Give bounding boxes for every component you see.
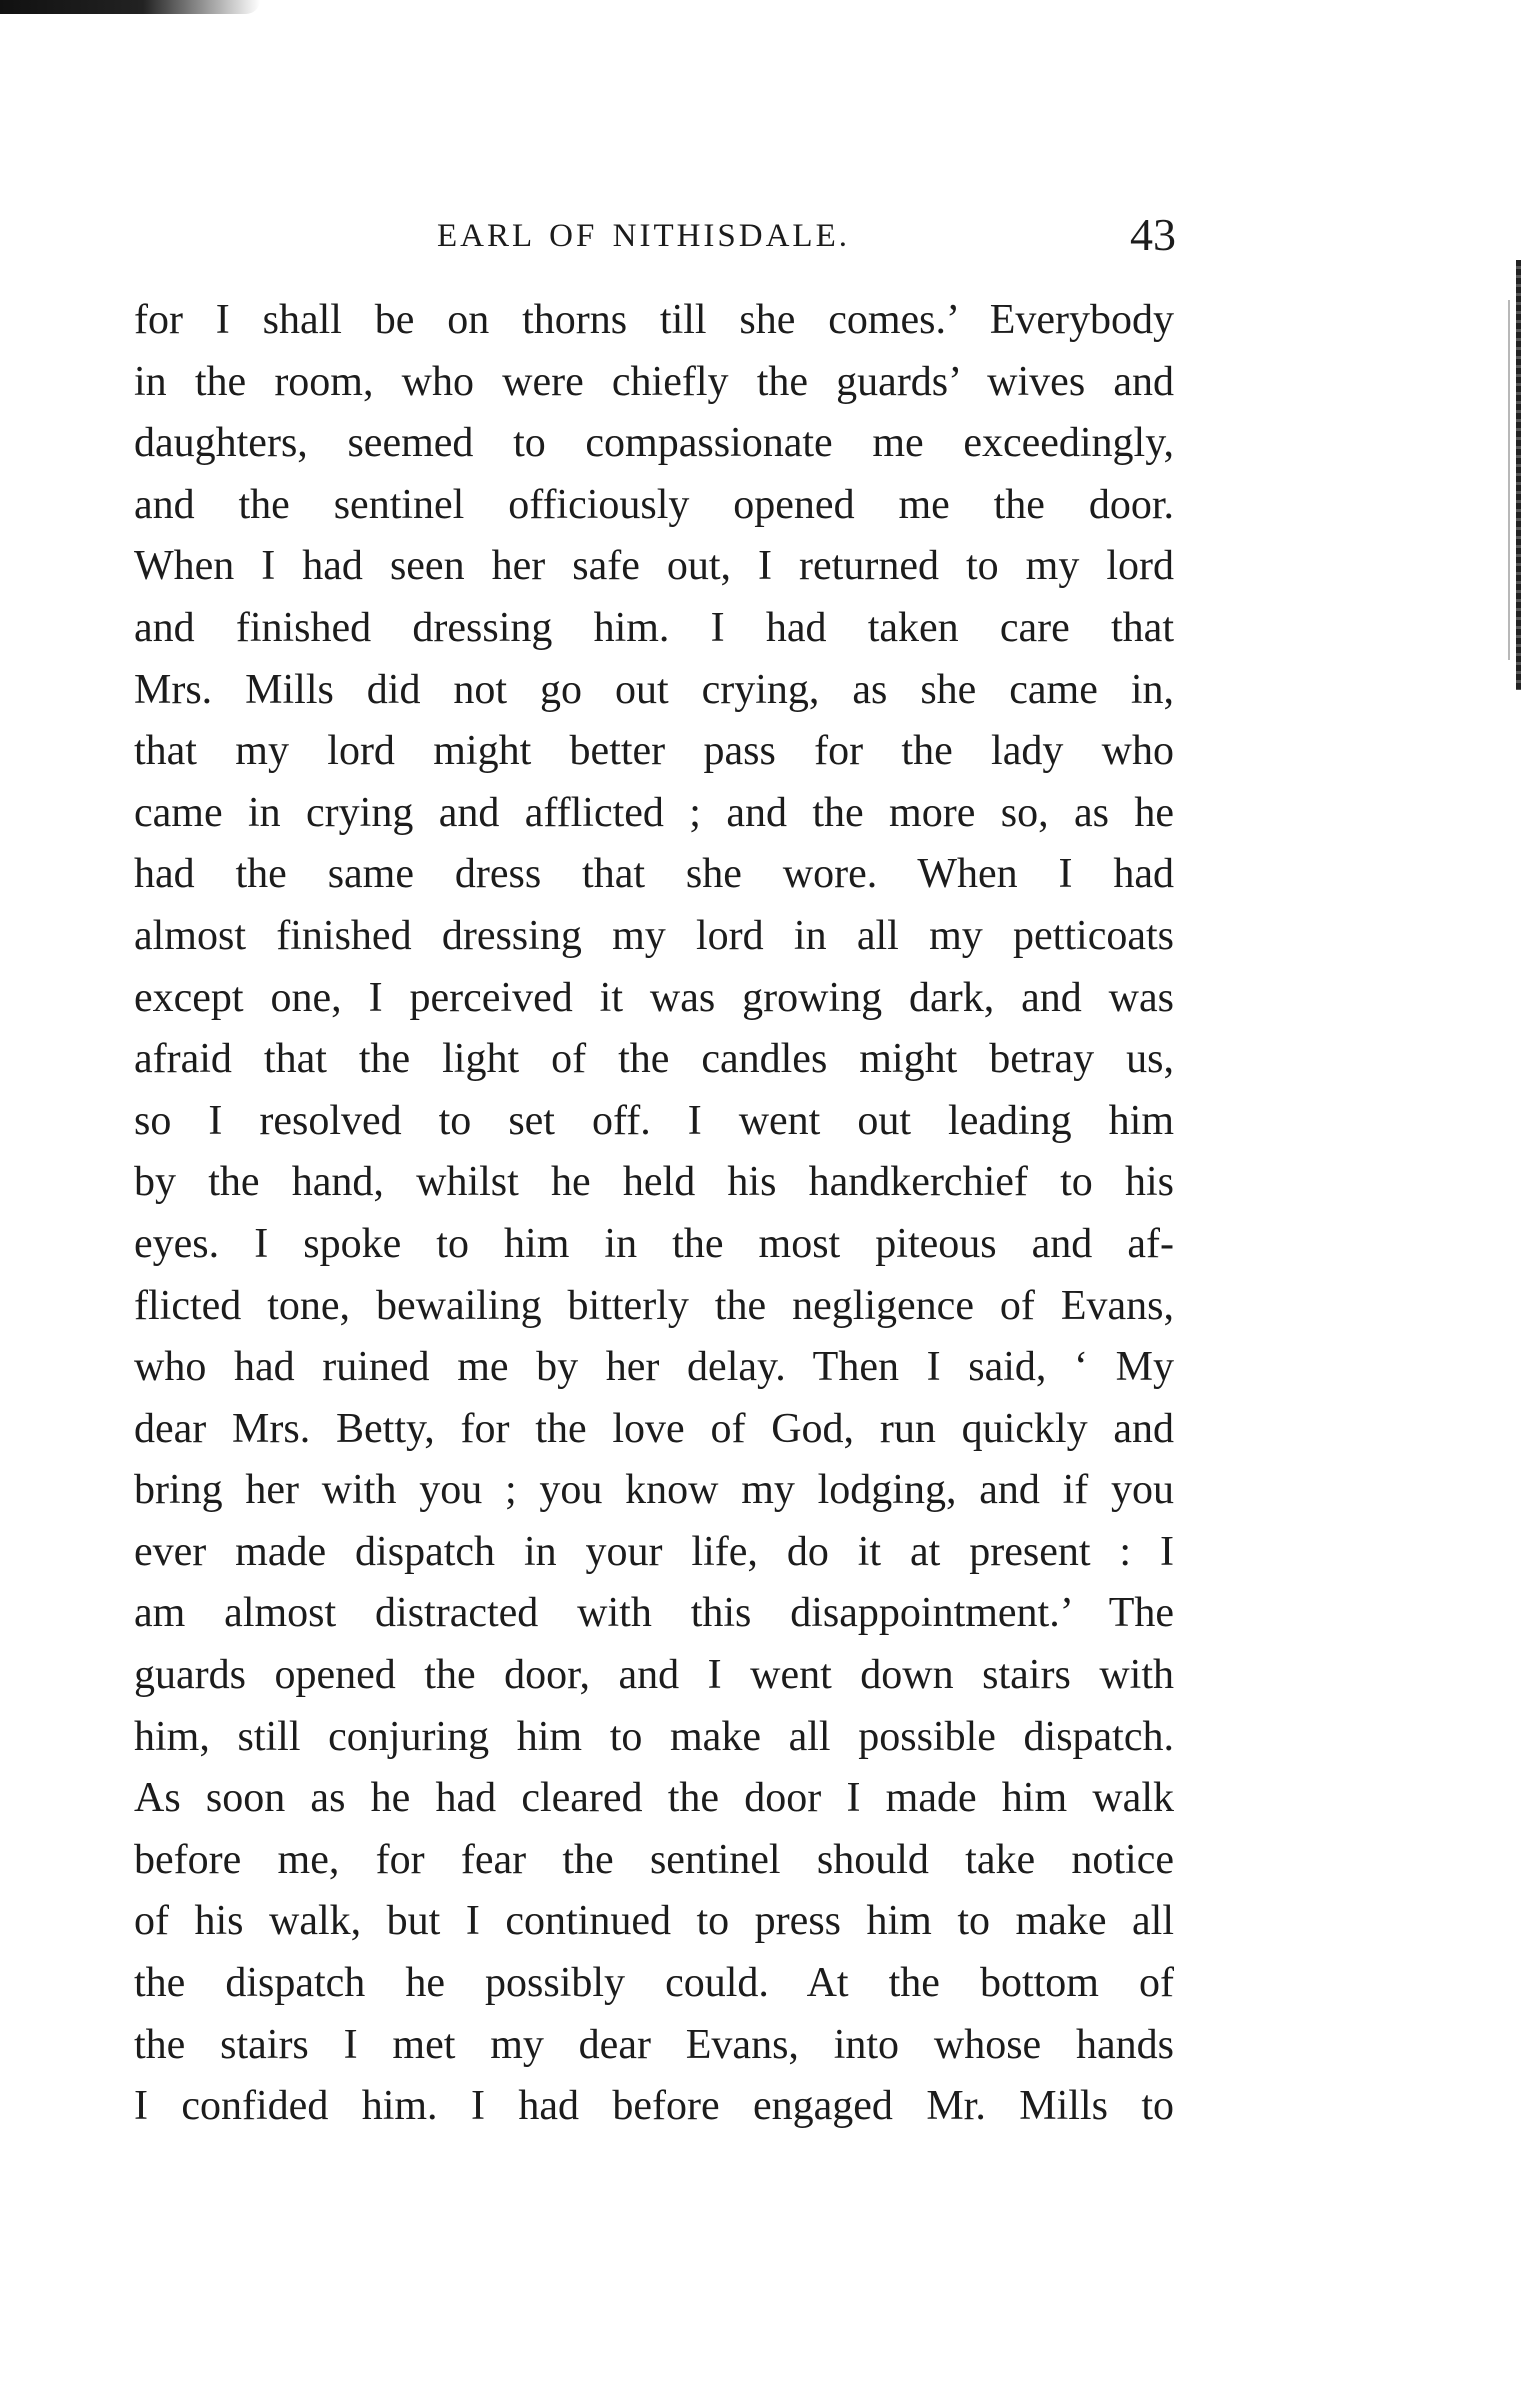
text-line: came in crying and afflicted ; and the more so, as he (134, 789, 1174, 836)
text-line: and the sentinel officiously opened me the door. (134, 481, 1174, 528)
text-line: ever made dispatch in your life, do it at present : I (134, 1528, 1174, 1575)
body-text (134, 290, 1174, 2138)
page-number: 43 (1130, 209, 1176, 260)
text-line: in the room, who were chiefly the guards’ wives and (134, 358, 1174, 405)
text-line: by the hand, whilst he held his handkerchief to his (134, 1159, 1174, 1206)
text-line: who had ruined me by her delay. Then I said, ‘ My (134, 1344, 1174, 1391)
text-line: and finished dressing him. I had taken care that (134, 604, 1174, 651)
text-line: am almost distracted with this disappointment.’ The (134, 1590, 1174, 1637)
text-line: him, still conjuring him to make all possible dispatch. (134, 1713, 1174, 1760)
text-line: eyes. I spoke to him in the most piteous and af- (134, 1220, 1174, 1267)
text-line: so I resolved to set off. I went out leading him (134, 1097, 1174, 1144)
text-line: daughters, seemed to compassionate me exceedingly, (134, 420, 1174, 467)
text-line: When I had seen her safe out, I returned to my lord (134, 543, 1174, 590)
running-head: EARL OF NITHISDALE. (437, 218, 850, 254)
text-line: Mrs. Mills did not go out crying, as she came in, (134, 666, 1174, 713)
text-line: for I shall be on thorns till she comes.’ Everybody (134, 297, 1174, 343)
text-line: I confided him. I had before engaged Mr. Mills to (134, 2083, 1174, 2130)
text-line: afraid that the light of the candles might betray us, (134, 1036, 1174, 1083)
page-binding-shadow (1508, 300, 1510, 660)
text-line: had the same dress that she wore. When I had (134, 851, 1174, 898)
text-line: the dispatch he possibly could. At the bottom of (134, 1960, 1174, 2007)
text-line: before me, for fear the sentinel should take notice (134, 1836, 1174, 1883)
text-line: that my lord might better pass for the lady who (134, 728, 1174, 775)
text-line: dear Mrs. Betty, for the love of God, run quickly and (134, 1405, 1174, 1452)
text-line: of his walk, but I continued to press him to make all (134, 1898, 1174, 1945)
text-line: As soon as he had cleared the door I made him walk (134, 1775, 1174, 1822)
text-line: flicted tone, bewailing bitterly the negligence of Evans, (134, 1282, 1174, 1329)
text-line: the stairs I met my dear Evans, into whose hands (134, 2021, 1174, 2068)
text-line: almost finished dressing my lord in all my petticoats (134, 912, 1174, 959)
text-line: guards opened the door, and I went down stairs with (134, 1652, 1174, 1699)
text-line: bring her with you ; you know my lodging, and if you (134, 1467, 1174, 1514)
text-line: except one, I perceived it was growing dark, and was (134, 974, 1174, 1021)
scan-artifact-top (0, 0, 260, 14)
page-binding-edge (1516, 260, 1521, 690)
